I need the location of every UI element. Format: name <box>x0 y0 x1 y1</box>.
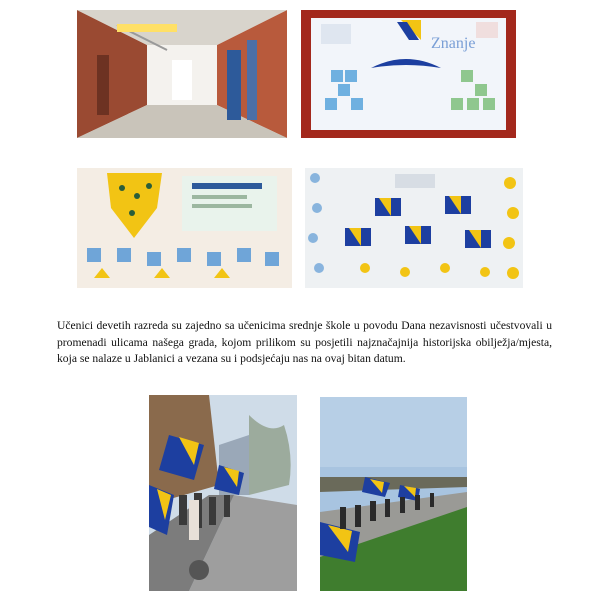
znanje-banner-text: Znanje <box>431 35 476 52</box>
yellow-handprints-board-photo <box>77 168 292 288</box>
school-hallway-photo <box>77 10 287 138</box>
flags-board-photo <box>305 168 523 288</box>
body-paragraph: Učenici devetih razreda su zajedno sa učenicima srednje škole u povodu Dana nezavisnosti učestvovali u promenadi ulicama našega grada, kojom prilikom su posjetili najznačajnija historijska obilježja/mjesta, koja se nalaze u Jablanici a vezana su i podsjećaju nas na ovaj bitan datum. <box>57 319 552 365</box>
park-march-photo <box>320 397 467 591</box>
street-march-photo <box>149 395 297 591</box>
znanje-board-photo <box>301 10 516 138</box>
